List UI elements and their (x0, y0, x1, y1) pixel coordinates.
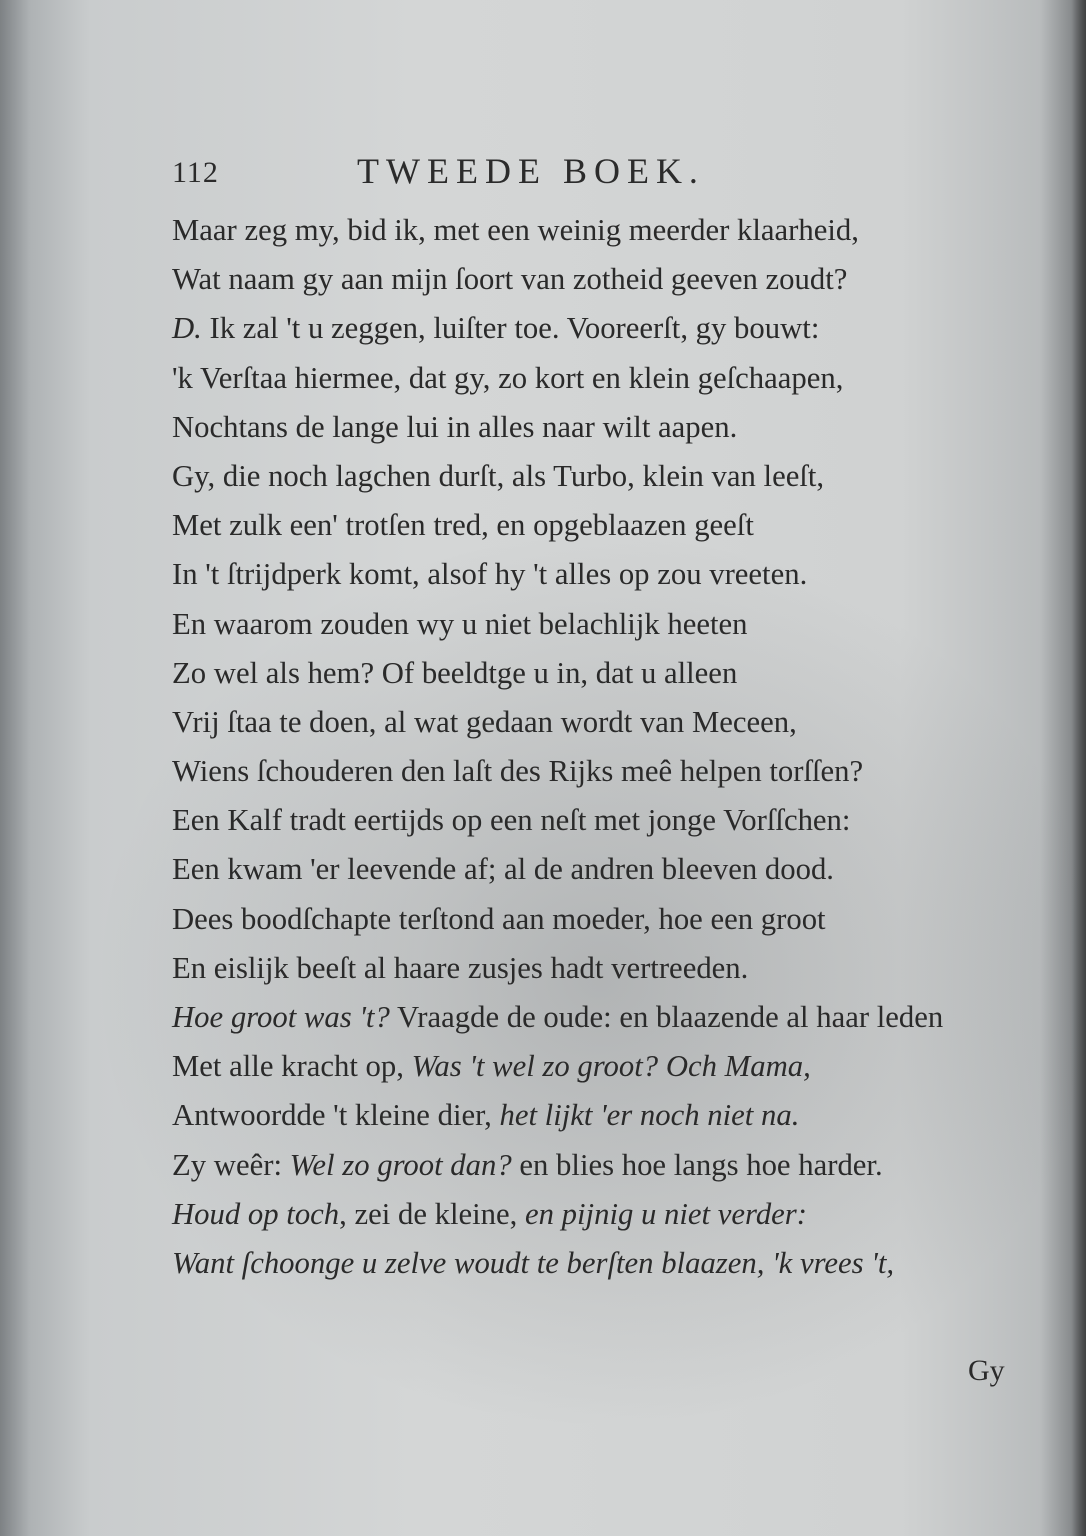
verse-line (172, 451, 1004, 500)
roman-text: Zy weêr: (172, 1146, 290, 1182)
verse-line (172, 353, 1004, 402)
verse-line (172, 943, 1004, 992)
verse-line (172, 254, 1004, 303)
verse-line (172, 1189, 1004, 1238)
verse-line (172, 599, 1004, 648)
roman-text: Zo wel als hem? Of beeldtge u in, dat u alleen (172, 654, 738, 690)
roman-text: En waarom zouden wy u niet belachlijk heeten (172, 605, 748, 641)
roman-text: Met alle kracht op, (172, 1048, 412, 1084)
poem-text (172, 205, 1012, 1287)
verse-line (172, 992, 1004, 1041)
roman-text: Wiens ſchouderen den laſt des Rijks meê helpen torſſen? (172, 753, 864, 789)
verse-line (172, 894, 1004, 943)
verse-line (172, 1090, 1004, 1139)
verse-line (172, 205, 1004, 254)
book-title: TWEEDE BOEK. (357, 151, 705, 191)
italic-text: Houd op toch (172, 1195, 340, 1231)
roman-text: Een kwam 'er leevende af; al de andren bleeven dood. (172, 851, 834, 887)
verse-line (172, 1238, 1004, 1287)
verse-line (172, 549, 1004, 598)
italic-text: Wel zo groot dan? (289, 1146, 512, 1182)
italic-text: het lijkt 'er noch niet na. (499, 1097, 800, 1133)
roman-text: , zei de kleine, (339, 1195, 526, 1231)
roman-text: Vraagde de oude: en blaazende al haar leden (389, 999, 944, 1034)
roman-text: Dees boodſchapte terſtond aan moeder, hoe een groot (172, 900, 826, 936)
roman-text: Ik zal 't u zeggen, luiſter toe. Vooreerſt, gy bouwt: (201, 310, 820, 346)
italic-text: Was 't wel zo groot? Och Mama, (411, 1048, 811, 1084)
roman-text: Wat naam gy aan mijn ſoort van zotheid geeven zoudt? (172, 261, 848, 297)
verse-line (172, 402, 1004, 451)
italic-text: Want ſchoonge u zelve woudt te berſten blaazen, 'k vrees 't, (172, 1244, 895, 1280)
roman-text: Met zulk een' trotſen tred, en opgeblaazen geeſt (172, 507, 754, 543)
verse-line (172, 1041, 1004, 1090)
roman-text: In 't ſtrijdperk komt, alsof hy 't alles op zou vreeten. (172, 556, 808, 592)
roman-text: Antwoordde 't kleine dier, (172, 1097, 500, 1133)
roman-text: Vrij ſtaa te doen, al wat gedaan wordt van Meceen, (172, 703, 797, 739)
verse-line (172, 795, 1004, 844)
verse-line (172, 697, 1004, 746)
verse-line (172, 1140, 1004, 1189)
verse-line (172, 303, 1004, 352)
catchword: Gy (968, 1354, 1005, 1387)
verse-line (172, 500, 1004, 549)
italic-text: D. (172, 310, 202, 346)
verse-line (172, 746, 1004, 795)
roman-text: Een Kalf tradt eertijds op een neſt met jonge Vorſſchen: (172, 802, 851, 838)
roman-text: En eislijk beeſt al haare zusjes hadt vertreeden. (172, 949, 749, 985)
roman-text: en blies hoe langs hoe harder. (511, 1146, 883, 1182)
italic-text: Hoe groot was 't? (172, 999, 390, 1034)
roman-text: Nochtans de lange lui in alles naar wilt aapen. (172, 408, 738, 444)
roman-text: 'k Verſtaa hiermee, dat gy, zo kort en klein geſchaapen, (172, 359, 844, 395)
page-number: 112 (172, 156, 219, 189)
verse-line (172, 648, 1004, 697)
italic-text: en pijnig u niet verder: (525, 1195, 807, 1231)
spine-shadow (1072, 0, 1086, 1536)
verse-line (172, 844, 1004, 893)
running-head (172, 150, 1002, 196)
roman-text: Maar zeg my, bid ik, met een weinig meerder klaarheid, (172, 212, 859, 247)
roman-text: Gy, die noch lagchen durſt, als Turbo, klein van leeſt, (172, 457, 825, 493)
